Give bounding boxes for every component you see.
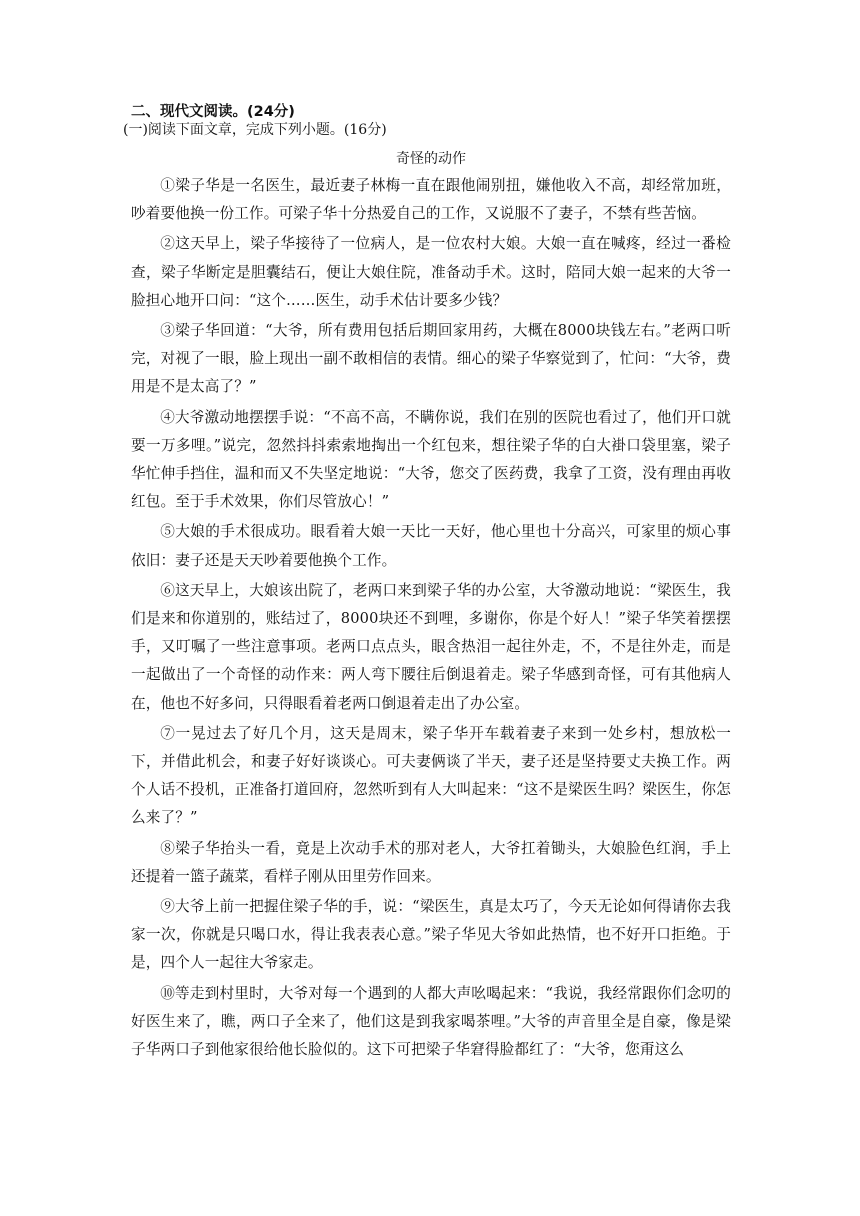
section-title: 二、现代文阅读。(24分) xyxy=(131,104,295,120)
paragraph-6: ⑥这天早上，大娘该出院了，老两口来到梁子华的办公室，大爷激动地说：“梁医生，我们是来和你道别的，账结过了，8000块还不到哩，多谢你，你是个好人！”梁子华笑着摆摆手，又叮嘱了一些注意事项。老两口点点头，眼含热泪一起往外走，不，不是往外走，而是一起做出了一个奇怪的动作来：两人弯下腰往后倒退着走。梁子华感到奇怪，可有其他病人在，他也不好多问，只得眼看着老两口倒退着走出了办公室。 xyxy=(131,581,731,712)
paragraph-1: ①梁子华是一名医生，最近妻子林梅一直在跟他闹别扭，嫌他收入不高，却经常加班，吵着要他换一份工作。可梁子华十分热爱自己的工作，又说服不了妻子，不禁有些苦恼。 xyxy=(131,177,731,223)
document-content xyxy=(123,103,731,1066)
subsection-title: (一)阅读下面文章，完成下列小题。(16分) xyxy=(123,122,387,138)
paragraph-4: ④大爷激动地摆摆手说：“不高不高，不瞒你说，我们在别的医院也看过了，他们开口就要一万多哩。”说完，忽然抖抖索索地掏出一个红包来，想往梁子华的白大褂口袋里塞，梁子华忙伸手挡住，温和而又不失坚定地说：“大爷，您交了医药费，我拿了工资，没有理由再收红包。至于手术效果，你们尽管放心！” xyxy=(131,408,731,511)
paragraph-9: ⑨大爷上前一把握住梁子华的手，说：“梁医生，真是太巧了，今天无论如何得请你去我家一次，你就是只喝口水，得让我表表心意。”梁子华见大爷如此热情，也不好开口拒绝。于是，四个人一起往大爷家走。 xyxy=(131,898,731,972)
paragraph-8: ⑧梁子华抬头一看，竟是上次动手术的那对老人，大爷扛着锄头，大娘脸色红润，手上还提着一篮子蔬菜，看样子刚从田里劳作回来。 xyxy=(131,839,731,885)
paragraph-2: ②这天早上，梁子华接待了一位病人，是一位农村大娘。大娘一直在喊疼，经过一番检查，梁子华断定是胆囊结石，便让大娘住院，准备动手术。这时，陪同大娘一起来的大爷一脸担心地开口问：“这个……医生，动手术估计要多少钱？ xyxy=(131,235,731,309)
paragraph-5: ⑤大娘的手术很成功。眼看着大娘一天比一天好，他心里也十分高兴，可家里的烦心事依旧：妻子还是天天吵着要他换个工作。 xyxy=(131,523,731,569)
article-body xyxy=(131,172,731,1064)
paragraph-3: ③梁子华回道：“大爷，所有费用包括后期回家用药，大概在8000块钱左右。”老两口听完，对视了一眼，脸上现出一副不敢相信的表情。细心的梁子华察觉到了，忙问：“大爷，费用是不是太高了？” xyxy=(131,322,731,396)
paragraph-7: ⑦一晃过去了好几个月，这天是周末，梁子华开车载着妻子来到一处乡村，想放松一下，并借此机会，和妻子好好谈谈心。可夫妻俩谈了半天，妻子还是坚持要丈夫换工作。两个人话不投机，正准备打道回府，忽然听到有人大叫起来：“这不是梁医生吗？梁医生，你怎么来了？” xyxy=(131,724,731,827)
paragraph-10: ⑩等走到村里时，大爷对每一个遇到的人都大声吆喝起来：“我说，我经常跟你们念叨的好医生来了，瞧，两口子全来了，他们这是到我家喝茶哩。”大爷的声音里全是自豪，像是梁子华两口子到他家很给他长脸似的。这下可把梁子华窘得脸都红了：“大爷，您甭这么 xyxy=(131,984,731,1059)
article-title: 奇怪的动作 xyxy=(396,151,466,167)
